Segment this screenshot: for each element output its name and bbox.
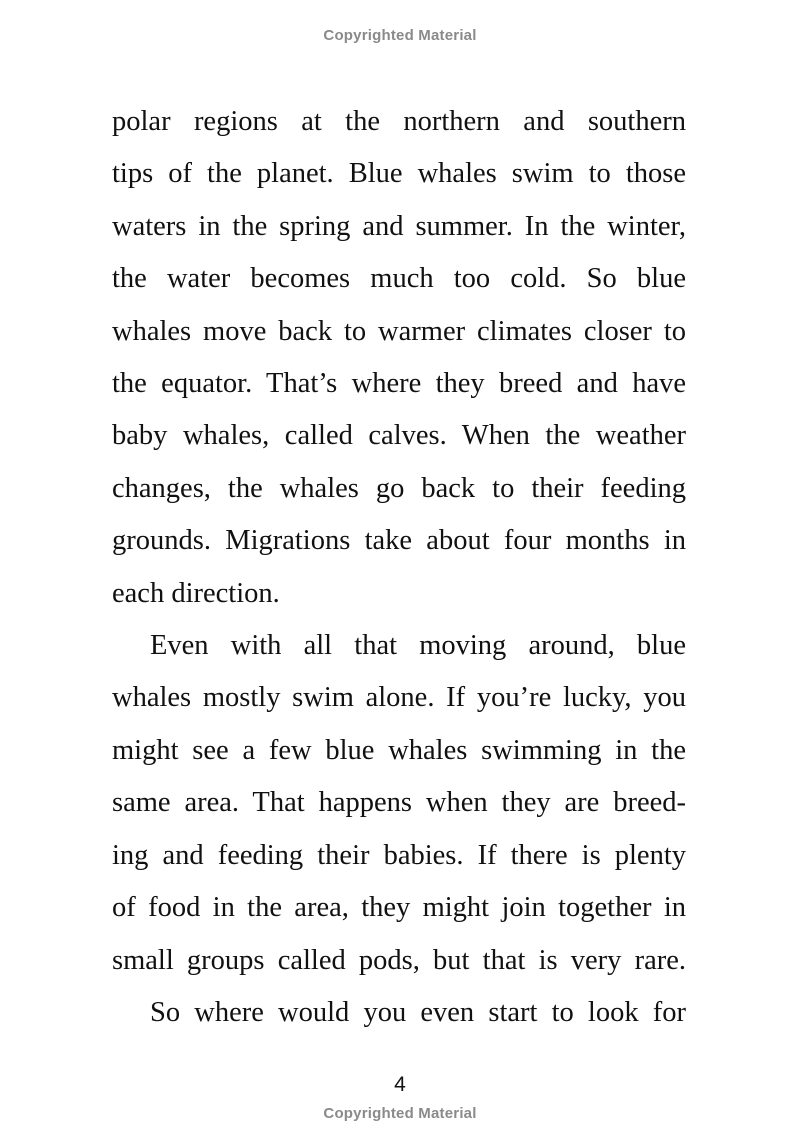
text-line: whales mostly swim alone. If you’re lucky, you: [112, 682, 686, 714]
text-line: might see a few blue whales swimming in the: [112, 734, 686, 766]
text-line: So where would you even start to look for: [150, 996, 686, 1028]
text-line: baby whales, called calves. When the weather: [112, 420, 686, 452]
body-text: [112, 96, 686, 1039]
text-line: polar regions at the northern and southern: [112, 106, 686, 137]
text-line: tips of the planet. Blue whales swim to those: [112, 158, 686, 190]
text-line: Even with all that moving around, blue: [150, 630, 686, 662]
text-line: the water becomes much too cold. So blue: [112, 263, 686, 295]
text-line: whales move back to warmer climates closer to: [112, 315, 686, 347]
text-line: the equator. That’s where they breed and have: [112, 368, 686, 400]
copyright-watermark-top: Copyrighted Material: [323, 27, 477, 44]
text-line: same area. That happens when they are breed-: [112, 787, 686, 819]
text-line: ing and feeding their babies. If there is plenty: [112, 839, 686, 871]
page-number: 4: [394, 1073, 406, 1096]
text-line: grounds. Migrations take about four months in: [112, 525, 686, 557]
copyright-watermark-bottom: Copyrighted Material: [323, 1105, 477, 1122]
text-line: changes, the whales go back to their feeding: [112, 472, 686, 504]
text-line: each direction.: [112, 577, 280, 609]
text-line: waters in the spring and summer. In the winter,: [112, 210, 686, 242]
text-line: of food in the area, they might join together in: [112, 892, 686, 924]
text-line: small groups called pods, but that is very rare.: [112, 944, 686, 976]
